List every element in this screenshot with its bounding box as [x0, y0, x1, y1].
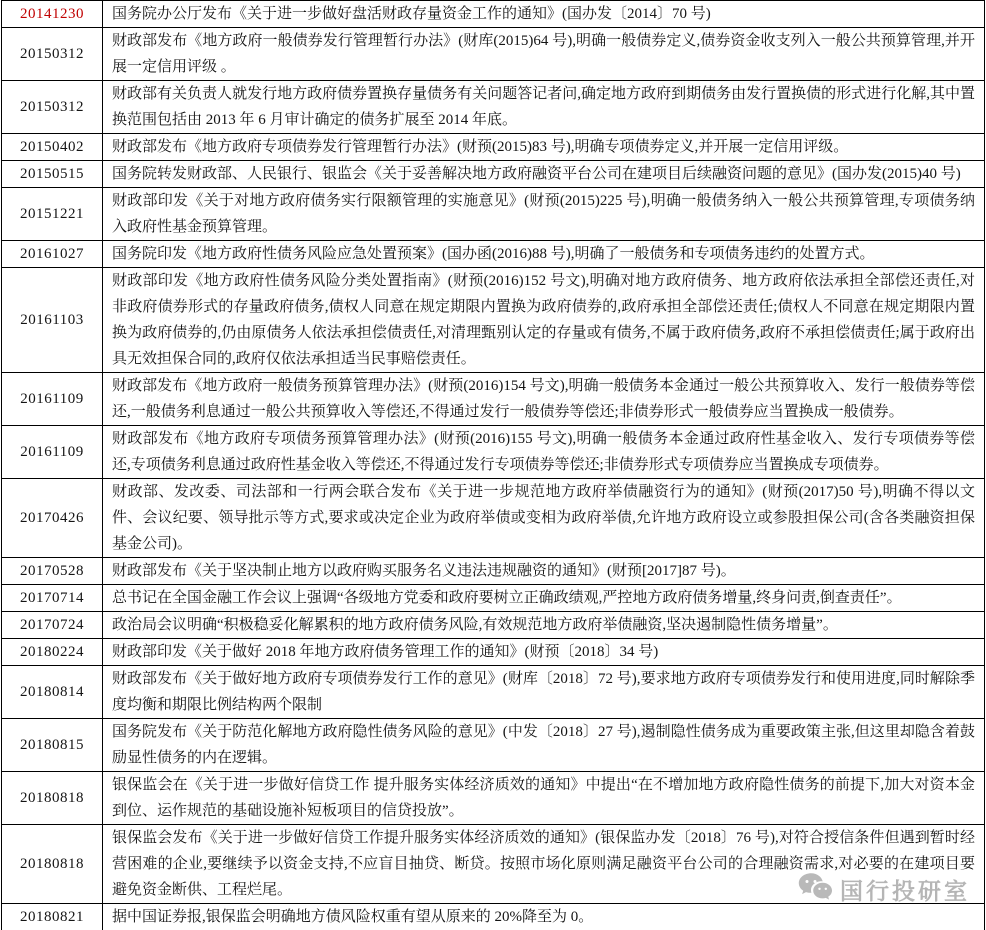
- date-cell: 20170528: [2, 558, 103, 585]
- date-cell: 20170724: [2, 612, 103, 639]
- table-row: [2, 161, 985, 188]
- date-cell: 20180818: [2, 772, 103, 825]
- date-cell: 20180815: [2, 719, 103, 772]
- table-row: [2, 558, 985, 585]
- description-cell: 财政部发布《关于做好地方政府专项债券发行工作的意见》(财库〔2018〕72 号),要求地方政府专项债券发行和使用进度,同时解除季度均衡和期限比例结构两个限制: [103, 666, 985, 719]
- date-cell: 20151221: [2, 188, 103, 241]
- date-cell: 20180814: [2, 666, 103, 719]
- table-row: [2, 134, 985, 161]
- table-row: [2, 639, 985, 666]
- description-cell: 财政部发布《地方政府专项债务预算管理办法》(财预(2016)155 号文),明确一般债务本金通过政府性基金收入、发行专项债券等偿还,专项债务利息通过政府性基金收入等偿还,不得通过发行专项债券等偿还;非债券形式专项债券应当置换成专项债券。: [103, 426, 985, 479]
- table-row: [2, 904, 985, 930]
- description-cell: 总书记在全国金融工作会议上强调“各级地方党委和政府要树立正确政绩观,严控地方政府债务增量,终身问责,倒查责任”。: [103, 585, 985, 612]
- date-cell: 20161109: [2, 426, 103, 479]
- description-cell: 财政部有关负责人就发行地方政府债券置换存量债务有关问题答记者问,确定地方政府到期债务由发行置换债的形式进行化解,其中置换范围包括由 2013 年 6 月审计确定的债务扩展至 2014 年底。: [103, 81, 985, 134]
- policy-table: [1, 0, 985, 930]
- table-row: [2, 479, 985, 558]
- date-cell: 20141230: [2, 1, 103, 28]
- table-body: [2, 1, 985, 930]
- table-row: [2, 268, 985, 373]
- table-row: [2, 241, 985, 268]
- date-cell: 20161103: [2, 268, 103, 373]
- description-cell: 政治局会议明确“积极稳妥化解累积的地方政府债务风险,有效规范地方政府举债融资,坚决遏制隐性债务增量”。: [103, 612, 985, 639]
- table-row: [2, 666, 985, 719]
- table-row: [2, 188, 985, 241]
- description-cell: 财政部发布《关于坚决制止地方以政府购买服务名义违法违规融资的通知》(财预[2017]87 号)。: [103, 558, 985, 585]
- description-cell: 财政部印发《关于做好 2018 年地方政府债务管理工作的通知》(财预〔2018〕34 号): [103, 639, 985, 666]
- table-row: [2, 772, 985, 825]
- date-cell: 20180821: [2, 904, 103, 930]
- date-cell: 20150515: [2, 161, 103, 188]
- description-cell: 财政部印发《关于对地方政府债务实行限额管理的实施意见》(财预(2015)225 号),明确一般债务纳入一般公共预算管理,专项债务纳入政府性基金预算管理。: [103, 188, 985, 241]
- table-row: [2, 1, 985, 28]
- description-cell: 国务院发布《关于防范化解地方政府隐性债务风险的意见》(中发〔2018〕27 号),遏制隐性债务成为重要政策主张,但这里却隐含着鼓励显性债务的内在逻辑。: [103, 719, 985, 772]
- table-row: [2, 612, 985, 639]
- date-cell: 20150312: [2, 81, 103, 134]
- description-cell: 银保监会在《关于进一步做好信贷工作 提升服务实体经济质效的通知》中提出“在不增加地方政府隐性债务的前提下,加大对资本金到位、运作规范的基础设施补短板项目的信贷投放”。: [103, 772, 985, 825]
- table-row: [2, 373, 985, 426]
- description-cell: 财政部发布《地方政府一般债券发行管理暂行办法》(财库(2015)64 号),明确一般债券定义,债券资金收支列入一般公共预算管理,并开展一定信用评级 。: [103, 28, 985, 81]
- date-cell: 20161109: [2, 373, 103, 426]
- description-cell: 国务院转发财政部、人民银行、银监会《关于妥善解决地方政府融资平台公司在建项目后续融资问题的意见》(国办发(2015)40 号): [103, 161, 985, 188]
- watermark-label: 国行投研室: [840, 879, 970, 904]
- table-row: [2, 81, 985, 134]
- wechat-icon: [798, 872, 834, 907]
- description-cell: 国务院办公厅发布《关于进一步做好盘活财政存量资金工作的通知》(国办发〔2014〕70 号): [103, 1, 985, 28]
- table-row: [2, 585, 985, 612]
- description-cell: 国务院印发《地方政府性债务风险应急处置预案》(国办函(2016)88 号),明确了一般债务和专项债务违约的处置方式。: [103, 241, 985, 268]
- description-cell: 财政部发布《地方政府一般债务预算管理办法》(财预(2016)154 号文),明确一般债务本金通过一般公共预算收入、发行一般债券等偿还,一般债务利息通过一般公共预算收入等偿还,不得通过发行一般债券等偿还;非债券形式一般债券应当置换成一般债券。: [103, 373, 985, 426]
- date-cell: 20170426: [2, 479, 103, 558]
- date-cell: 20170714: [2, 585, 103, 612]
- date-cell: 20150312: [2, 28, 103, 81]
- table-row: [2, 719, 985, 772]
- date-cell: 20180818: [2, 825, 103, 904]
- description-cell: 财政部印发《地方政府性债务风险分类处置指南》(财预(2016)152 号文),明确对地方政府债务、地方政府依法承担全部偿还责任,对非政府债券形式的存量政府债务,债权人同意在规定期限内置换为政府债券的,政府承担全部偿还责任;债权人不同意在规定期限内置换为政府债券的,仍由原债务人依法承担偿债责任,对清理甄别认定的存量或有债务,不属于政府债务,政府不承担偿债责任;属于政府出具无效担保合同的,政府仅依法承担适当民事赔偿责任。: [103, 268, 985, 373]
- description-cell: 财政部发布《地方政府专项债券发行管理暂行办法》(财预(2015)83 号),明确专项债券定义,并开展一定信用评级。: [103, 134, 985, 161]
- date-cell: 20180224: [2, 639, 103, 666]
- date-cell: 20150402: [2, 134, 103, 161]
- table-row: [2, 28, 985, 81]
- description-cell: 财政部、发改委、司法部和一行两会联合发布《关于进一步规范地方政府举债融资行为的通知》(财预(2017)50 号),明确不得以文件、会议纪要、领导批示等方式,要求或决定企业为政府举债或变相为政府举债,允许地方政府设立或参股担保公司(含各类融资担保基金公司)。: [103, 479, 985, 558]
- watermark: [798, 872, 970, 907]
- description-cell: 银保监会发布《关于进一步做好信贷工作提升服务实体经济质效的通知》(银保监办发〔2018〕76 号),对符合授信条件但遇到暂时经营困难的企业,要继续予以资金支持,不应盲目抽贷、断贷。按照市场化原则满足融资平台公司的合理融资需求,对必要的在建项目要避免资金断供、工程烂尾。: [103, 825, 985, 904]
- table-row: [2, 426, 985, 479]
- description-cell: 据中国证券报,银保监会明确地方债风险权重有望从原来的 20%降至为 0。: [103, 904, 985, 930]
- date-cell: 20161027: [2, 241, 103, 268]
